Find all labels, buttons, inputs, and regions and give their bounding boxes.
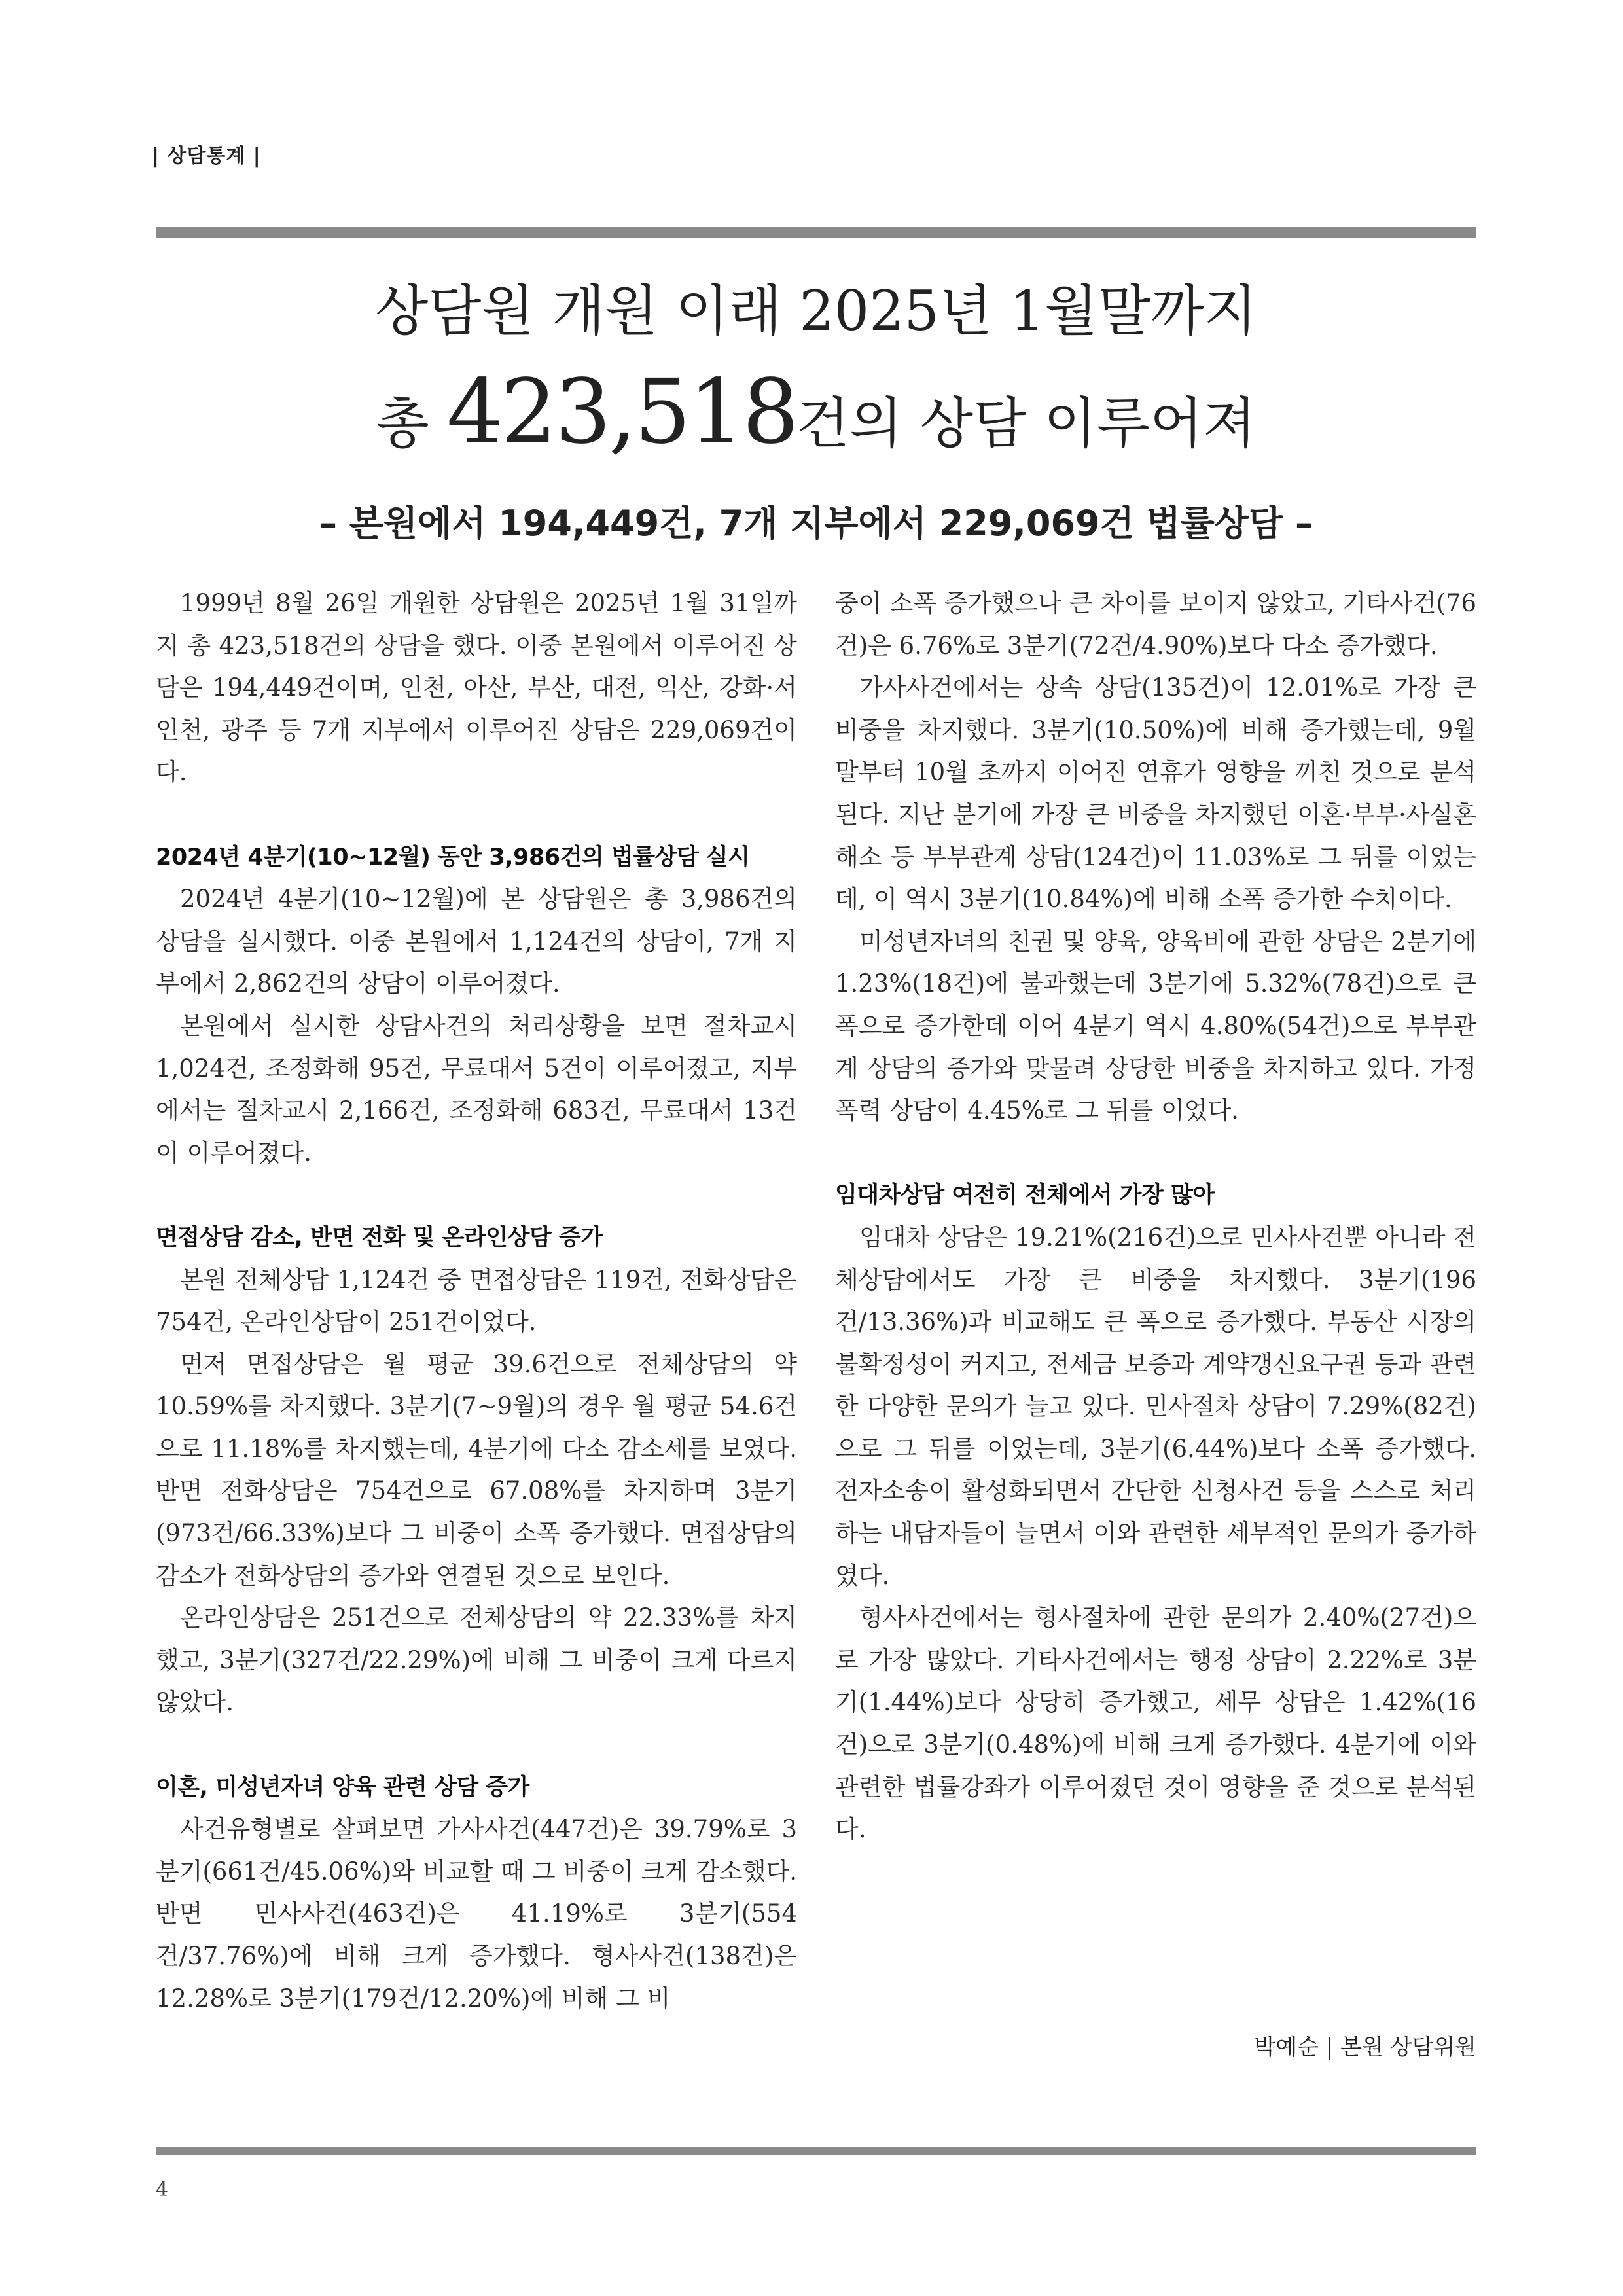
paragraph: 가사사건에서는 상속 상담(135건)이 12.01%로 가장 큰 비중을 차지했다. 3분기(10.50%)에 비해 증가했는데, 9월 말부터 10월 초까지 이어진 연휴가 영향을 끼친 것으로 분석된다. 지난 분기에 가장 큰 비중을 차지했던 이혼·부부·사실혼해소 등 부부관계 상담(124건)이 11.03%로 그 뒤를 이었는데, 이 역시 3분기(10.84%)에 비해 소폭 증가한 수치이다. xyxy=(835,673,1476,914)
author-credit: 박예순 | 본원 상담위원 xyxy=(1254,2034,1476,2060)
section-heading-lease: 임대차상담 여전히 전체에서 가장 많아 xyxy=(835,1182,1215,1209)
article-title-line2 xyxy=(156,363,1476,473)
paragraph: 온라인상담은 251건으로 전체상담의 약 22.33%를 차지했고, 3분기(327건/22.29%)에 비해 그 비중이 크게 다르지 않았다. xyxy=(156,1604,797,1717)
intro-paragraph: 1999년 8월 26일 개원한 상담원은 2025년 1월 31일까지 총 423,518건의 상담을 했다. 이중 본원에서 이루어진 상담은 194,449건이며, 인천, 아산, 부산, 대전, 익산, 강화·서인천, 광주 등 7개 지부에서 이루어진 상담은 229,069건이다. xyxy=(156,589,797,787)
section-label: | 상담통계 | xyxy=(152,145,261,168)
title-big-number: 423,518 xyxy=(446,361,796,464)
paragraph: 형사사건에서는 형사절차에 관한 문의가 2.40%(27건)으로 가장 많았다. 기타사건에서는 행정 상담이 2.22%로 3분기(1.44%)보다 상당히 증가했고, 세무 상담은 1.42%(16건)으로 3분기(0.48%)에 비해 크게 증가했다. 4분기에 이와 관련한 법률강좌가 이루어졌던 것이 영향을 준 것으로 분석된다. xyxy=(835,1604,1476,1844)
paragraph: 본원 전체상담 1,124건 중 면접상담은 119건, 전화상담은 754건, 온라인상담이 251건이었다. xyxy=(156,1265,797,1336)
paragraph: 임대차 상담은 19.21%(216건)으로 민사사건뿐 아니라 전체상담에서도 가장 큰 비중을 차지했다. 3분기(196건/13.36%)과 비교해도 큰 폭으로 증가했다. 부동산 시장의 불확정성이 커지고, 전세금 보증과 계약갱신요구권 등과 관련한 다양한 문의가 늘고 있다. 민사절차 상담이 7.29%(82건)으로 그 뒤를 이었는데, 3분기(6.44%)보다 소폭 증가했다. 전자소송이 활성화되면서 간단한 신청사건 등을 스스로 처리하는 내담자들이 늘면서 이와 관련한 세부적인 문의가 증가하였다. xyxy=(835,1223,1476,1590)
top-rule xyxy=(156,227,1476,238)
paragraph: 먼저 면접상담은 월 평균 39.6건으로 전체상담의 약 10.59%를 차지했다. 3분기(7~9월)의 경우 월 평균 54.6건으로 11.18%를 차지했는데, 4분기에 다소 감소세를 보였다. 반면 전화상담은 754건으로 67.08%를 차지하며 3분기(973건/66.33%)보다 그 비중이 소폭 증가했다. 면접상담의 감소가 전화상담의 증가와 연결된 것으로 보인다. xyxy=(156,1350,797,1590)
right-column xyxy=(835,583,1476,1851)
section-heading-divorce: 이혼, 미성년자녀 양육 관련 상담 증가 xyxy=(156,1774,529,1801)
title-suffix: 건의 상담 이루어져 xyxy=(796,391,1257,456)
page-number: 4 xyxy=(156,2178,169,2201)
paragraph: 본원에서 실시한 상담사건의 처리상황을 보면 절차교시 1,024건, 조정화해 95건, 무료대서 5건이 이루어졌고, 지부에서는 절차교시 2,166건, 조정화해 683건, 무료대서 13건이 이루어졌다. xyxy=(156,1011,797,1167)
paragraph: 미성년자녀의 친권 및 양육, 양육비에 관한 상담은 2분기에 1.23%(18건)에 불과했는데 3분기에 5.32%(78건)으로 큰 폭으로 증가한데 이어 4분기 역시 4.80%(54건)으로 부부관계 상담의 증가와 맞물려 상당한 비중을 차지하고 있다. 가정폭력 상담이 4.45%로 그 뒤를 이었다. xyxy=(835,927,1476,1125)
article-title-line1: 상담원 개원 이래 2025년 1월말까지 xyxy=(375,279,1257,343)
paragraph: 2024년 4분기(10~12월)에 본 상담원은 총 3,986건의 상담을 실시했다. 이중 본원에서 1,124건의 상담이, 7개 지부에서 2,862건의 상담이 이루어졌다. xyxy=(156,885,797,998)
paragraph: 사건유형별로 살펴보면 가사사건(447건)은 39.79%로 3분기(661건/45.06%)와 비교할 때 그 비중이 크게 감소했다. 반면 민사사건(463건)은 41.19%로 3분기(554건/37.76%)에 비해 크게 증가했다. 형사사건(138건)은 12.28%로 3분기(179건/12.20%)에 비해 그 비 xyxy=(156,1815,797,2013)
bottom-rule xyxy=(156,2147,1476,2155)
title-prefix: 총 xyxy=(376,391,447,456)
article-subtitle: – 본원에서 194,449건, 7개 지부에서 229,069건 법률상담 – xyxy=(319,503,1313,544)
left-column xyxy=(156,583,797,2020)
section-heading-q4: 2024년 4분기(10~12월) 동안 3,986건의 법률상담 실시 xyxy=(156,844,750,870)
section-heading-consult-type: 면접상담 감소, 반면 전화 및 온라인상담 증가 xyxy=(156,1224,603,1251)
paragraph-continued: 중이 소폭 증가했으나 큰 차이를 보이지 않았고, 기타사건(76건)은 6.76%로 3분기(72건/4.90%)보다 다소 증가했다. xyxy=(835,589,1476,660)
